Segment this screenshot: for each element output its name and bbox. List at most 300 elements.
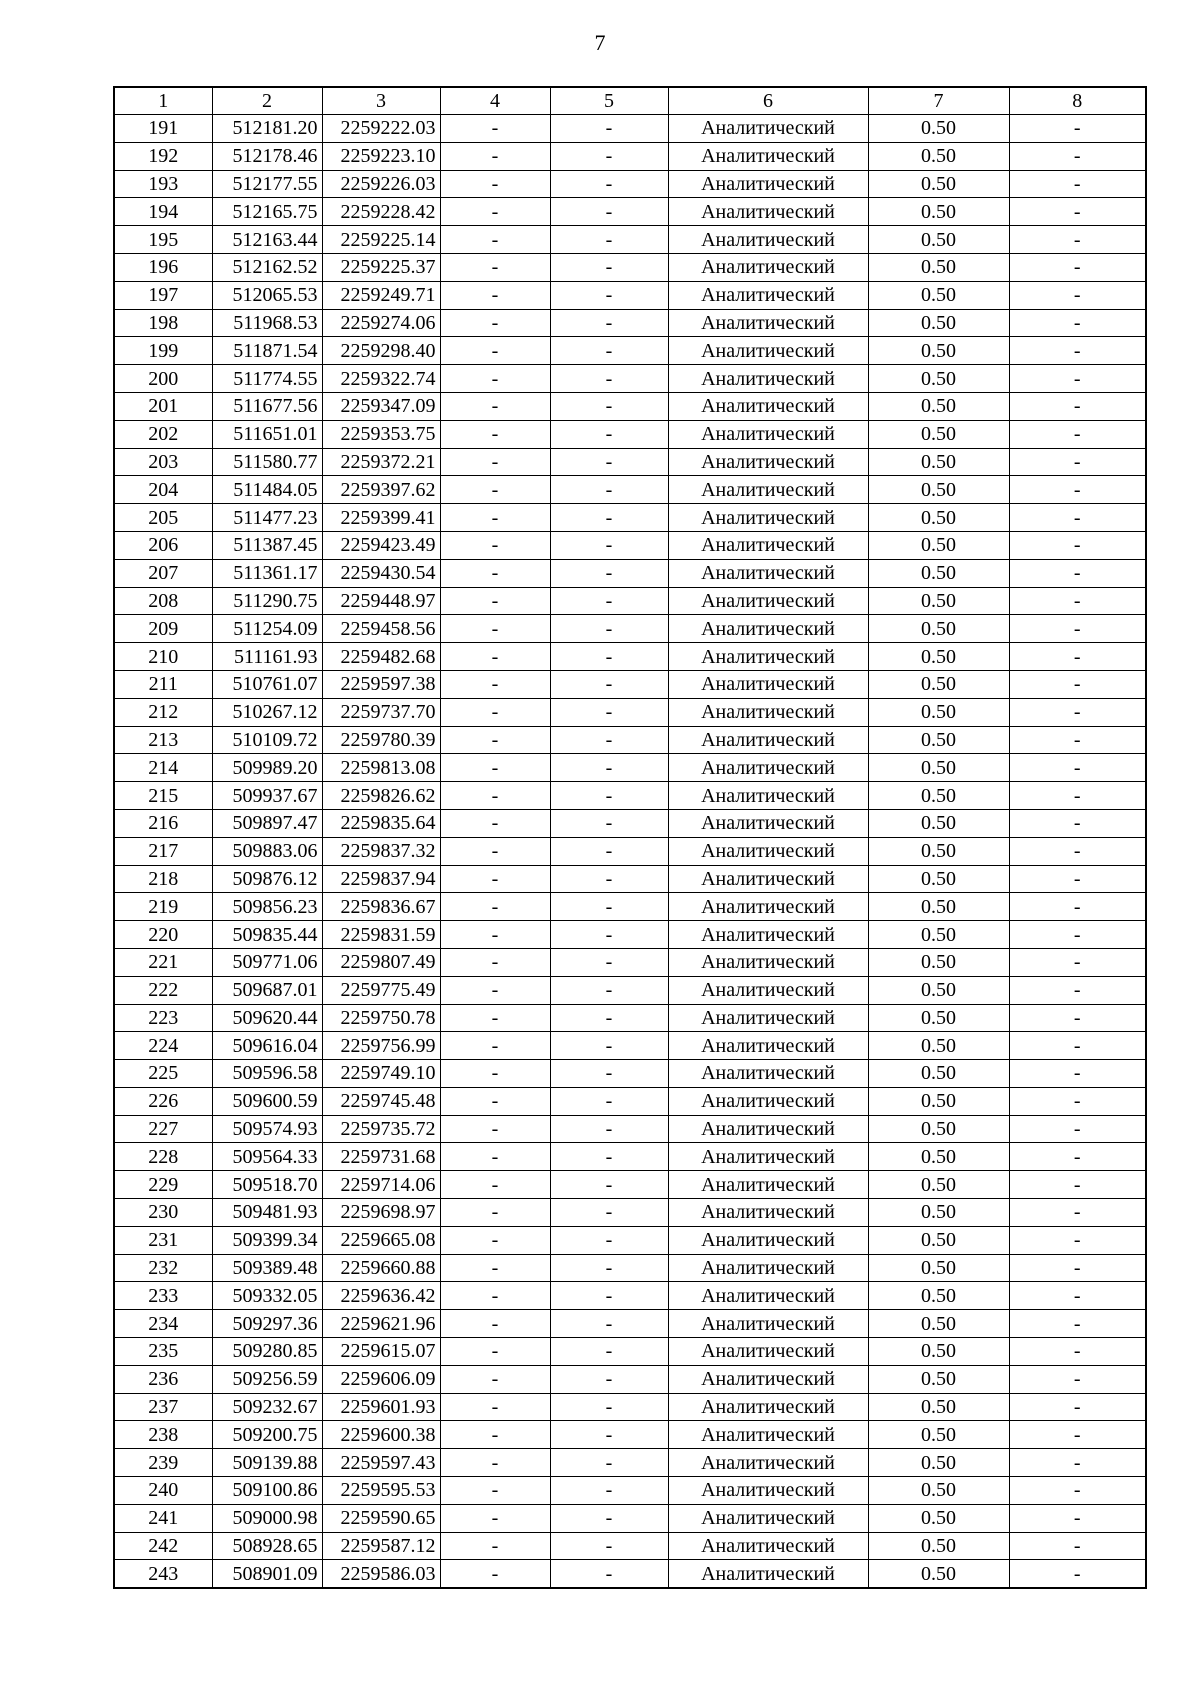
y-coordinate-cell: 2259228.42 [322,198,440,226]
method-cell: Аналитический [668,976,868,1004]
column-5-cell: - [550,392,668,420]
column-8-cell: - [1009,1477,1146,1505]
method-cell: Аналитический [668,1338,868,1366]
x-coordinate-cell: 508901.09 [212,1560,322,1588]
method-cell: Аналитический [668,865,868,893]
x-coordinate-cell: 511361.17 [212,559,322,587]
point-number-cell: 241 [114,1504,212,1532]
table-row [114,587,1146,615]
y-coordinate-cell: 2259745.48 [322,1087,440,1115]
accuracy-cell: 0.50 [868,698,1009,726]
column-8-cell: - [1009,726,1146,754]
y-coordinate-cell: 2259372.21 [322,448,440,476]
column-5-cell: - [550,1254,668,1282]
column-4-cell: - [440,1143,550,1171]
table-row [114,976,1146,1004]
column-5-cell: - [550,754,668,782]
method-cell: Аналитический [668,615,868,643]
column-4-cell: - [440,1171,550,1199]
x-coordinate-cell: 509481.93 [212,1199,322,1227]
column-header: 6 [668,87,868,115]
point-number-cell: 212 [114,698,212,726]
point-number-cell: 233 [114,1282,212,1310]
column-8-cell: - [1009,281,1146,309]
accuracy-cell: 0.50 [868,309,1009,337]
table-row [114,281,1146,309]
column-8-cell: - [1009,1199,1146,1227]
y-coordinate-cell: 2259737.70 [322,698,440,726]
accuracy-cell: 0.50 [868,754,1009,782]
accuracy-cell: 0.50 [868,1477,1009,1505]
table-row [114,198,1146,226]
method-cell: Аналитический [668,782,868,810]
y-coordinate-cell: 2259225.37 [322,253,440,281]
column-8-cell: - [1009,1171,1146,1199]
column-5-cell: - [550,309,668,337]
method-cell: Аналитический [668,1365,868,1393]
method-cell: Аналитический [668,226,868,254]
y-coordinate-cell: 2259322.74 [322,365,440,393]
accuracy-cell: 0.50 [868,142,1009,170]
table-row [114,893,1146,921]
x-coordinate-cell: 511651.01 [212,420,322,448]
column-8-cell: - [1009,420,1146,448]
column-4-cell: - [440,559,550,587]
method-cell: Аналитический [668,1032,868,1060]
column-5-cell: - [550,226,668,254]
column-4-cell: - [440,976,550,1004]
point-number-cell: 204 [114,476,212,504]
column-4-cell: - [440,253,550,281]
column-4-cell: - [440,1560,550,1588]
table-row [114,1477,1146,1505]
coordinates-table [113,86,1147,1589]
column-5-cell: - [550,587,668,615]
column-4-cell: - [440,504,550,532]
column-5-cell: - [550,337,668,365]
column-4-cell: - [440,643,550,671]
table-row [114,226,1146,254]
column-5-cell: - [550,782,668,810]
y-coordinate-cell: 2259750.78 [322,1004,440,1032]
point-number-cell: 238 [114,1421,212,1449]
point-number-cell: 235 [114,1338,212,1366]
method-cell: Аналитический [668,337,868,365]
accuracy-cell: 0.50 [868,1004,1009,1032]
column-4-cell: - [440,392,550,420]
column-4-cell: - [440,1421,550,1449]
accuracy-cell: 0.50 [868,1421,1009,1449]
column-4-cell: - [440,587,550,615]
method-cell: Аналитический [668,726,868,754]
point-number-cell: 193 [114,170,212,198]
column-4-cell: - [440,698,550,726]
accuracy-cell: 0.50 [868,1560,1009,1588]
column-8-cell: - [1009,476,1146,504]
y-coordinate-cell: 2259595.53 [322,1477,440,1505]
column-5-cell: - [550,365,668,393]
accuracy-cell: 0.50 [868,1310,1009,1338]
column-5-cell: - [550,809,668,837]
x-coordinate-cell: 509596.58 [212,1060,322,1088]
x-coordinate-cell: 511580.77 [212,448,322,476]
y-coordinate-cell: 2259249.71 [322,281,440,309]
x-coordinate-cell: 509200.75 [212,1421,322,1449]
column-8-cell: - [1009,921,1146,949]
column-8-cell: - [1009,643,1146,671]
table-row [114,476,1146,504]
accuracy-cell: 0.50 [868,170,1009,198]
column-4-cell: - [440,670,550,698]
y-coordinate-cell: 2259458.56 [322,615,440,643]
y-coordinate-cell: 2259735.72 [322,1115,440,1143]
method-cell: Аналитический [668,1477,868,1505]
accuracy-cell: 0.50 [868,1504,1009,1532]
y-coordinate-cell: 2259714.06 [322,1171,440,1199]
table-row [114,1004,1146,1032]
column-8-cell: - [1009,754,1146,782]
table-row [114,253,1146,281]
point-number-cell: 201 [114,392,212,420]
y-coordinate-cell: 2259430.54 [322,559,440,587]
accuracy-cell: 0.50 [868,1226,1009,1254]
column-8-cell: - [1009,670,1146,698]
x-coordinate-cell: 508928.65 [212,1532,322,1560]
method-cell: Аналитический [668,1449,868,1477]
method-cell: Аналитический [668,1560,868,1588]
x-coordinate-cell: 509232.67 [212,1393,322,1421]
x-coordinate-cell: 509280.85 [212,1338,322,1366]
point-number-cell: 239 [114,1449,212,1477]
column-5-cell: - [550,559,668,587]
method-cell: Аналитический [668,587,868,615]
table-row [114,809,1146,837]
method-cell: Аналитический [668,893,868,921]
table-row [114,670,1146,698]
x-coordinate-cell: 509256.59 [212,1365,322,1393]
column-4-cell: - [440,309,550,337]
table-row [114,1449,1146,1477]
y-coordinate-cell: 2259448.97 [322,587,440,615]
column-8-cell: - [1009,1365,1146,1393]
method-cell: Аналитический [668,1282,868,1310]
point-number-cell: 222 [114,976,212,1004]
x-coordinate-cell: 509771.06 [212,948,322,976]
column-4-cell: - [440,1504,550,1532]
column-5-cell: - [550,1004,668,1032]
y-coordinate-cell: 2259756.99 [322,1032,440,1060]
method-cell: Аналитический [668,670,868,698]
column-8-cell: - [1009,448,1146,476]
column-4-cell: - [440,837,550,865]
column-5-cell: - [550,643,668,671]
column-8-cell: - [1009,170,1146,198]
y-coordinate-cell: 2259274.06 [322,309,440,337]
method-cell: Аналитический [668,1226,868,1254]
x-coordinate-cell: 511254.09 [212,615,322,643]
column-8-cell: - [1009,1226,1146,1254]
point-number-cell: 207 [114,559,212,587]
y-coordinate-cell: 2259807.49 [322,948,440,976]
method-cell: Аналитический [668,365,868,393]
table-row [114,698,1146,726]
accuracy-cell: 0.50 [868,1060,1009,1088]
column-5-cell: - [550,1449,668,1477]
column-5-cell: - [550,142,668,170]
accuracy-cell: 0.50 [868,1532,1009,1560]
column-5-cell: - [550,1504,668,1532]
x-coordinate-cell: 512165.75 [212,198,322,226]
page-number: 7 [594,30,606,55]
point-number-cell: 216 [114,809,212,837]
y-coordinate-cell: 2259837.94 [322,865,440,893]
accuracy-cell: 0.50 [868,865,1009,893]
accuracy-cell: 0.50 [868,115,1009,143]
column-4-cell: - [440,476,550,504]
method-cell: Аналитический [668,1310,868,1338]
x-coordinate-cell: 509100.86 [212,1477,322,1505]
column-8-cell: - [1009,198,1146,226]
table-row [114,1199,1146,1227]
table-row [114,1087,1146,1115]
x-coordinate-cell: 510761.07 [212,670,322,698]
x-coordinate-cell: 509564.33 [212,1143,322,1171]
point-number-cell: 220 [114,921,212,949]
column-4-cell: - [440,226,550,254]
accuracy-cell: 0.50 [868,1282,1009,1310]
column-8-cell: - [1009,253,1146,281]
y-coordinate-cell: 2259831.59 [322,921,440,949]
column-header: 2 [212,87,322,115]
column-8-cell: - [1009,226,1146,254]
accuracy-cell: 0.50 [868,782,1009,810]
column-5-cell: - [550,698,668,726]
accuracy-cell: 0.50 [868,337,1009,365]
column-4-cell: - [440,1365,550,1393]
x-coordinate-cell: 509297.36 [212,1310,322,1338]
table-header-row [114,87,1146,115]
accuracy-cell: 0.50 [868,948,1009,976]
table-row [114,504,1146,532]
column-4-cell: - [440,170,550,198]
column-8-cell: - [1009,1087,1146,1115]
column-header: 3 [322,87,440,115]
x-coordinate-cell: 511290.75 [212,587,322,615]
column-header: 5 [550,87,668,115]
table-body [114,115,1146,1589]
column-8-cell: - [1009,115,1146,143]
y-coordinate-cell: 2259698.97 [322,1199,440,1227]
column-8-cell: - [1009,948,1146,976]
table-row [114,1254,1146,1282]
column-4-cell: - [440,198,550,226]
column-8-cell: - [1009,1282,1146,1310]
column-8-cell: - [1009,615,1146,643]
column-8-cell: - [1009,1560,1146,1588]
column-4-cell: - [440,948,550,976]
column-8-cell: - [1009,1032,1146,1060]
method-cell: Аналитический [668,1421,868,1449]
column-4-cell: - [440,1338,550,1366]
table-row [114,1060,1146,1088]
point-number-cell: 226 [114,1087,212,1115]
method-cell: Аналитический [668,1532,868,1560]
column-8-cell: - [1009,1393,1146,1421]
table-row [114,921,1146,949]
method-cell: Аналитический [668,559,868,587]
column-4-cell: - [440,921,550,949]
column-4-cell: - [440,865,550,893]
column-8-cell: - [1009,1310,1146,1338]
column-4-cell: - [440,531,550,559]
method-cell: Аналитический [668,115,868,143]
method-cell: Аналитический [668,1393,868,1421]
point-number-cell: 192 [114,142,212,170]
accuracy-cell: 0.50 [868,420,1009,448]
accuracy-cell: 0.50 [868,1032,1009,1060]
table-row [114,837,1146,865]
method-cell: Аналитический [668,531,868,559]
x-coordinate-cell: 511484.05 [212,476,322,504]
column-4-cell: - [440,420,550,448]
point-number-cell: 237 [114,1393,212,1421]
column-5-cell: - [550,1199,668,1227]
accuracy-cell: 0.50 [868,1449,1009,1477]
method-cell: Аналитический [668,1199,868,1227]
column-8-cell: - [1009,809,1146,837]
y-coordinate-cell: 2259731.68 [322,1143,440,1171]
column-header: 1 [114,87,212,115]
point-number-cell: 214 [114,754,212,782]
column-8-cell: - [1009,976,1146,1004]
x-coordinate-cell: 509600.59 [212,1087,322,1115]
column-8-cell: - [1009,782,1146,810]
column-4-cell: - [440,365,550,393]
point-number-cell: 194 [114,198,212,226]
column-5-cell: - [550,1171,668,1199]
method-cell: Аналитический [668,1171,868,1199]
point-number-cell: 211 [114,670,212,698]
column-8-cell: - [1009,309,1146,337]
y-coordinate-cell: 2259665.08 [322,1226,440,1254]
accuracy-cell: 0.50 [868,837,1009,865]
column-8-cell: - [1009,837,1146,865]
column-8-cell: - [1009,1060,1146,1088]
x-coordinate-cell: 511161.93 [212,643,322,671]
column-5-cell: - [550,281,668,309]
column-4-cell: - [440,1115,550,1143]
column-5-cell: - [550,865,668,893]
x-coordinate-cell: 509835.44 [212,921,322,949]
column-5-cell: - [550,948,668,976]
point-number-cell: 215 [114,782,212,810]
column-5-cell: - [550,1032,668,1060]
y-coordinate-cell: 2259780.39 [322,726,440,754]
point-number-cell: 218 [114,865,212,893]
column-8-cell: - [1009,1254,1146,1282]
point-number-cell: 242 [114,1532,212,1560]
column-5-cell: - [550,1087,668,1115]
method-cell: Аналитический [668,837,868,865]
column-5-cell: - [550,615,668,643]
accuracy-cell: 0.50 [868,670,1009,698]
point-number-cell: 232 [114,1254,212,1282]
column-5-cell: - [550,1532,668,1560]
accuracy-cell: 0.50 [868,1171,1009,1199]
method-cell: Аналитический [668,392,868,420]
accuracy-cell: 0.50 [868,1143,1009,1171]
column-4-cell: - [440,142,550,170]
x-coordinate-cell: 509620.44 [212,1004,322,1032]
column-4-cell: - [440,1310,550,1338]
column-header: 4 [440,87,550,115]
table-row [114,615,1146,643]
method-cell: Аналитический [668,309,868,337]
table-row [114,337,1146,365]
point-number-cell: 224 [114,1032,212,1060]
column-4-cell: - [440,115,550,143]
table-row [114,448,1146,476]
column-5-cell: - [550,1338,668,1366]
y-coordinate-cell: 2259597.38 [322,670,440,698]
point-number-cell: 210 [114,643,212,671]
method-cell: Аналитический [668,1143,868,1171]
point-number-cell: 234 [114,1310,212,1338]
x-coordinate-cell: 509518.70 [212,1171,322,1199]
x-coordinate-cell: 512178.46 [212,142,322,170]
x-coordinate-cell: 509139.88 [212,1449,322,1477]
accuracy-cell: 0.50 [868,587,1009,615]
x-coordinate-cell: 509399.34 [212,1226,322,1254]
y-coordinate-cell: 2259826.62 [322,782,440,810]
point-number-cell: 219 [114,893,212,921]
accuracy-cell: 0.50 [868,1365,1009,1393]
column-4-cell: - [440,337,550,365]
column-5-cell: - [550,504,668,532]
method-cell: Аналитический [668,1115,868,1143]
point-number-cell: 199 [114,337,212,365]
accuracy-cell: 0.50 [868,1254,1009,1282]
point-number-cell: 205 [114,504,212,532]
y-coordinate-cell: 2259222.03 [322,115,440,143]
column-8-cell: - [1009,365,1146,393]
accuracy-cell: 0.50 [868,615,1009,643]
y-coordinate-cell: 2259587.12 [322,1532,440,1560]
accuracy-cell: 0.50 [868,226,1009,254]
column-8-cell: - [1009,142,1146,170]
accuracy-cell: 0.50 [868,921,1009,949]
y-coordinate-cell: 2259601.93 [322,1393,440,1421]
point-number-cell: 230 [114,1199,212,1227]
column-5-cell: - [550,1365,668,1393]
table-row [114,1532,1146,1560]
column-8-cell: - [1009,559,1146,587]
column-5-cell: - [550,1282,668,1310]
x-coordinate-cell: 509937.67 [212,782,322,810]
point-number-cell: 228 [114,1143,212,1171]
column-5-cell: - [550,1560,668,1588]
x-coordinate-cell: 509574.93 [212,1115,322,1143]
point-number-cell: 202 [114,420,212,448]
table-row [114,1171,1146,1199]
x-coordinate-cell: 511387.45 [212,531,322,559]
y-coordinate-cell: 2259837.32 [322,837,440,865]
column-8-cell: - [1009,1004,1146,1032]
column-4-cell: - [440,1477,550,1505]
table-row [114,392,1146,420]
column-5-cell: - [550,1143,668,1171]
x-coordinate-cell: 509389.48 [212,1254,322,1282]
